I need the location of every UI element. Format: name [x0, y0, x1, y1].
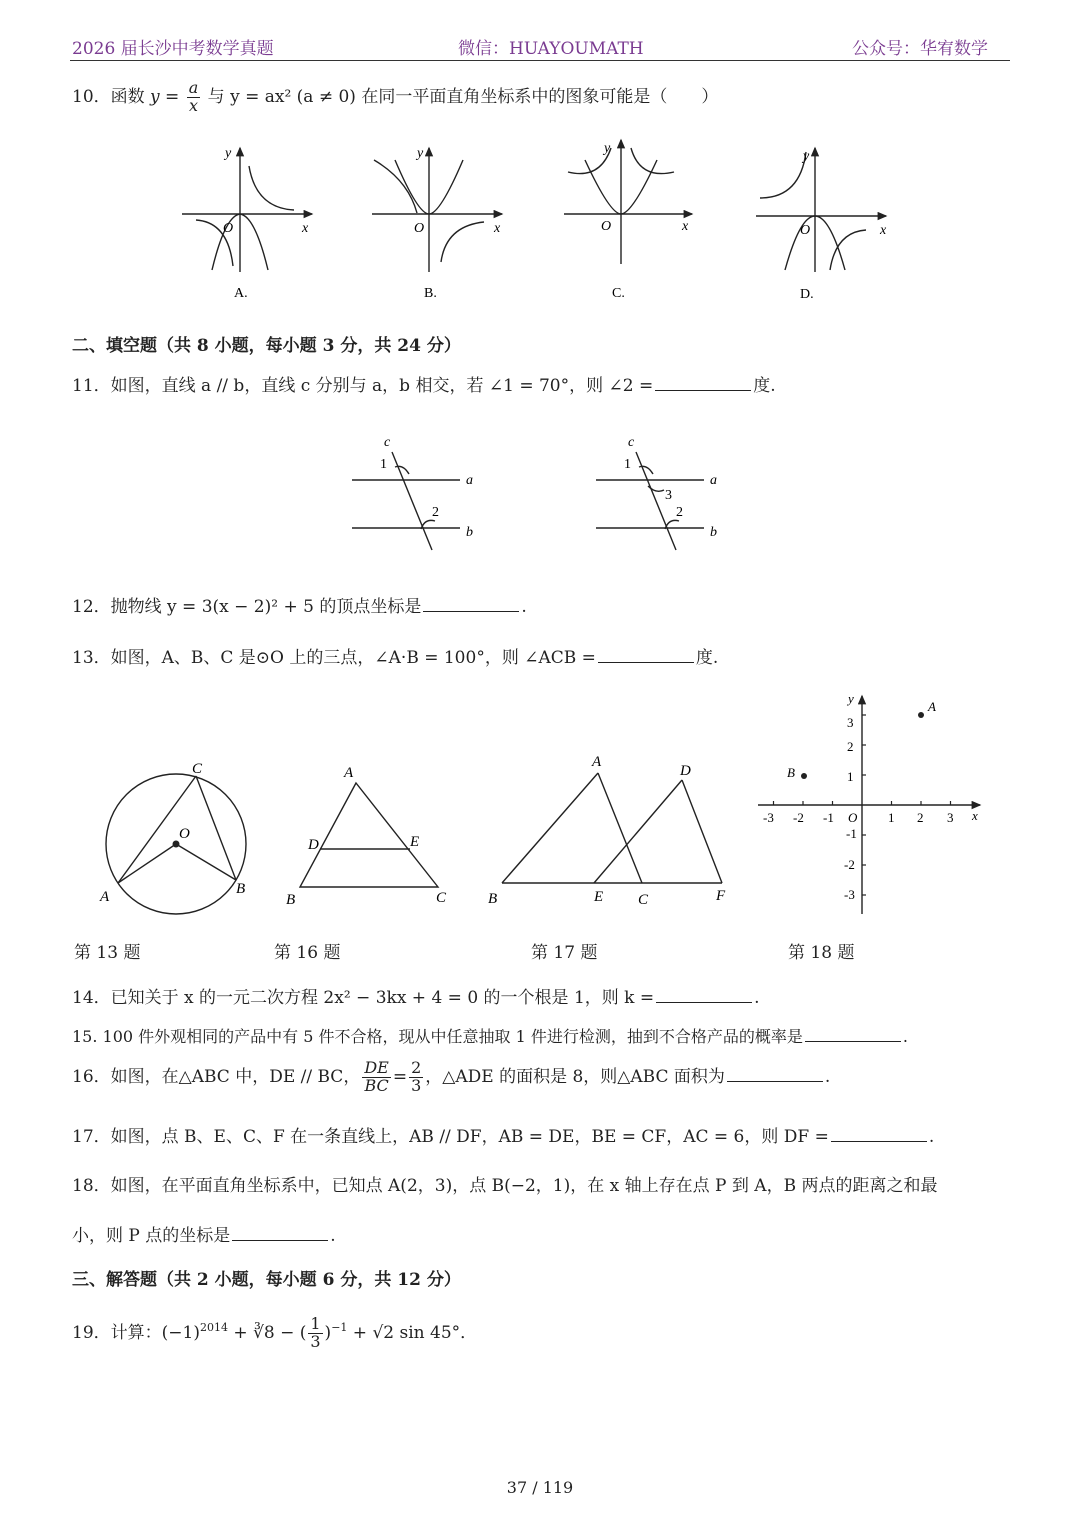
- graph-a-origin: O: [223, 221, 234, 236]
- fig16-label-e: E: [410, 834, 420, 850]
- fig17-label-e: E: [594, 889, 604, 905]
- q13-answer-blank[interactable]: [598, 648, 694, 663]
- fig16-label-b: B: [286, 892, 296, 908]
- fig18-xtick-2: 2: [917, 810, 924, 825]
- fig17-triangles: [502, 773, 722, 883]
- q19-text: 19．计算：$(-1)^{2014}$ + ∛8 − ( $\frac{1}{3}$ )$^{-1}$ + √2 sin 45°．: [72, 1314, 478, 1351]
- page-number: 37 / 119: [506, 1478, 574, 1497]
- fig16-label-a: A: [344, 765, 354, 781]
- fig18-xtick-3: 3: [947, 810, 954, 825]
- q10-fraction: $\frac{a}{x}$: [188, 78, 199, 115]
- fig11-right: [596, 452, 704, 550]
- q16-ratio-fraction: $\frac{DE}{BC}$: [364, 1058, 389, 1095]
- fig18-axes: [758, 696, 980, 914]
- caption-q13: 第 13 题: [74, 943, 141, 963]
- caption-q17: 第 17 题: [531, 943, 598, 963]
- fig18-xtick-m1: -1: [823, 810, 834, 825]
- fig18-x-label: x: [972, 808, 978, 823]
- fig13-label-o: O: [179, 826, 190, 842]
- fig11-right-angle3: 3: [665, 488, 672, 503]
- graph-d-y-label: y: [803, 149, 810, 164]
- graph-a-y-label: y: [225, 146, 232, 161]
- q16-value-fraction: $\frac{2}{3}$: [411, 1058, 422, 1095]
- option-c-label: C.: [612, 286, 625, 301]
- option-a-label: A.: [234, 286, 248, 301]
- fig18-y-label: y: [848, 691, 854, 706]
- graph-c-x-label: x: [682, 219, 689, 234]
- fig18-ytick-m2: -2: [844, 857, 855, 872]
- q17-answer-blank[interactable]: [831, 1127, 927, 1142]
- q15-answer-blank[interactable]: [805, 1027, 901, 1042]
- q16-answer-blank[interactable]: [727, 1067, 823, 1082]
- option-b-label: B.: [424, 286, 437, 301]
- q19-fraction: $\frac{1}{3}$: [310, 1314, 321, 1351]
- fig18-ytick-1: 1: [847, 769, 854, 784]
- fig17-label-b: B: [488, 891, 498, 907]
- fig18-point-b: [801, 773, 807, 779]
- section-solve-title: 三、解答题（共 2 小题，每小题 6 分，共 12 分）: [72, 1270, 461, 1290]
- fig11-left-b: b: [466, 525, 473, 540]
- graph-option-c: [564, 140, 692, 264]
- q14-answer-blank[interactable]: [656, 988, 752, 1003]
- fig18-xtick-m2: -2: [793, 810, 804, 825]
- fig18-ytick-m1: -1: [846, 826, 857, 841]
- option-d-label: D.: [800, 287, 814, 302]
- q11-text: 11．如图，直线 a // b，直线 c 分别与 a，b 相交，若 ∠1 = 70°，则 ∠2 = 度.: [72, 376, 776, 396]
- caption-q16: 第 16 题: [274, 943, 341, 963]
- graph-b-x-label: x: [494, 221, 501, 236]
- fig18-point-b-label: B: [787, 765, 795, 780]
- caption-q18: 第 18 题: [788, 943, 855, 963]
- graph-a-x-label: x: [302, 221, 309, 236]
- fig11-right-c: c: [628, 435, 635, 450]
- fig11-right-angle1: 1: [624, 457, 631, 472]
- graph-d-x-label: x: [880, 223, 887, 238]
- fig18-ytick-2: 2: [847, 739, 854, 754]
- q18-text-line2: 小，则 P 点的坐标是 .: [72, 1226, 336, 1246]
- fig11-left: [352, 452, 460, 550]
- fig17-label-f: F: [716, 888, 726, 904]
- fig17-label-c: C: [638, 892, 649, 908]
- q13-text: 13．如图，A、B、C 是⊙O 上的三点，∠A·B = 100°，则 ∠ACB = 度.: [72, 648, 719, 668]
- graph-b-origin: O: [414, 221, 425, 236]
- q10-text: 10．函数 y = $\frac{a}{x}$ 与 y = ax² (a ≠ 0) 在同一平面直角坐标系中的图象可能是（ ）: [72, 78, 719, 115]
- fig17-label-a: A: [592, 754, 602, 770]
- section-fill-in-title: 二、填空题（共 8 小题，每小题 3 分，共 24 分）: [72, 336, 461, 356]
- fig11-left-a: a: [466, 473, 473, 488]
- fig18-point-a: [918, 712, 924, 718]
- header-left: 2026 届长沙中考数学真题: [72, 39, 274, 59]
- fig18-origin: O: [848, 810, 858, 825]
- fig13-label-c: C: [192, 761, 203, 777]
- fig16-label-d: D: [308, 837, 319, 853]
- fig18-ytick-m3: -3: [844, 887, 855, 902]
- fig18-ytick-3: 3: [847, 715, 854, 730]
- fig11-right-a: a: [710, 473, 717, 488]
- graph-b-y-label: y: [417, 146, 424, 161]
- fig16-label-c: C: [436, 890, 447, 906]
- q18-text-line1: 18．如图，在平面直角坐标系中，已知点 A(2，3)，点 B(−2，1)，在 x 轴上存在点 P 到 A，B 两点的距离之和最: [72, 1176, 938, 1196]
- fig11-left-c: c: [384, 435, 391, 450]
- graph-c-origin: O: [601, 219, 612, 234]
- graph-d-origin: O: [800, 223, 811, 238]
- q14-text: 14．已知关于 x 的一元二次方程 2x² − 3kx + 4 = 0 的一个根是 1，则 k = .: [72, 988, 760, 1008]
- fig13-label-b: B: [236, 881, 246, 897]
- fig17-label-d: D: [680, 763, 691, 779]
- header-right: 公众号：华宥数学: [852, 39, 988, 59]
- q12-answer-blank[interactable]: [423, 597, 519, 612]
- fig11-right-angle2: 2: [676, 505, 683, 520]
- q15-text: 15. 100 件外观相同的产品中有 5 件不合格，现从中任意抽取 1 件进行检测，抽到不合格产品的概率是 .: [72, 1027, 908, 1046]
- q16-text: 16．如图，在△ABC 中，DE // BC， $\frac{DE}{BC}$ = $\frac{2}{3}$ ，△ADE 的面积是 8，则△ABC 面积为 .: [72, 1058, 831, 1095]
- fig18-xtick-1: 1: [888, 810, 895, 825]
- graph-option-b: [372, 148, 502, 272]
- fig11-left-angle2: 2: [432, 505, 439, 520]
- fig13-label-a: A: [100, 889, 110, 905]
- graph-c-y-label: y: [604, 141, 611, 156]
- fig11-left-angle1: 1: [380, 457, 387, 472]
- header-center: 微信：HUAYOUMATH: [458, 39, 644, 59]
- graph-option-d: [756, 148, 886, 272]
- q12-text: 12．抛物线 y = 3(x − 2)² + 5 的顶点坐标是 .: [72, 597, 527, 617]
- fig11-right-b: b: [710, 525, 717, 540]
- fig18-xtick-m3: -3: [763, 810, 774, 825]
- q17-text: 17．如图，点 B、E、C、F 在一条直线上，AB // DF，AB = DE，BE = CF，AC = 6，则 DF = .: [72, 1127, 935, 1147]
- fig18-point-a-label: A: [928, 699, 936, 714]
- q18-answer-blank[interactable]: [232, 1226, 328, 1241]
- graph-option-a: [182, 148, 312, 272]
- q11-answer-blank[interactable]: [655, 376, 751, 391]
